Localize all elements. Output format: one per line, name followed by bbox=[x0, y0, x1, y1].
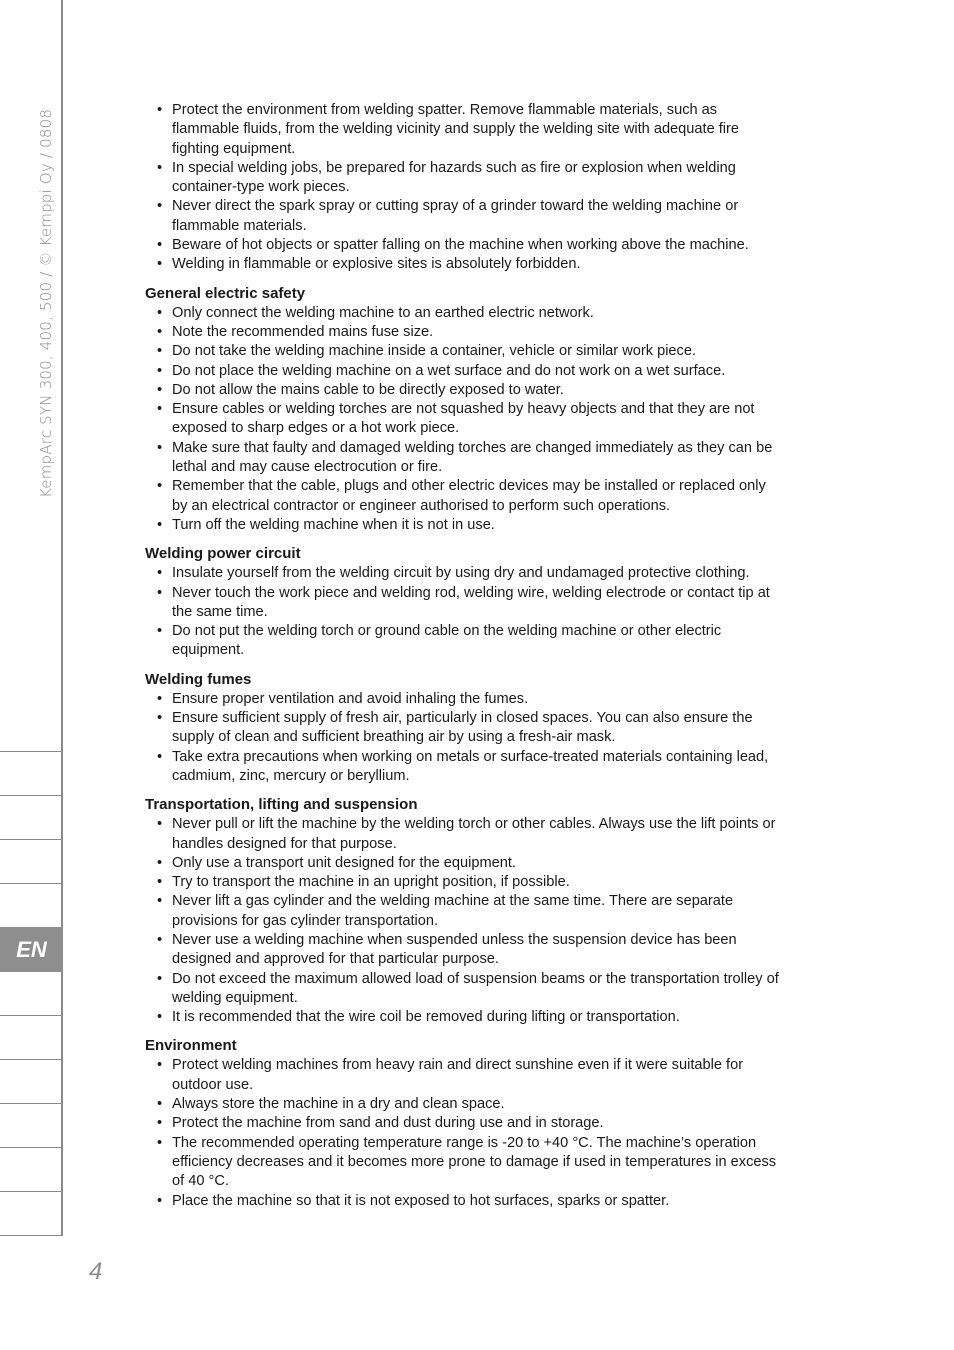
list-item: • Insulate yourself from the welding circuit by using dry and undamaged protective clothing. bbox=[145, 564, 785, 583]
bullet-list bbox=[145, 564, 785, 660]
section-heading: Welding fumes bbox=[145, 670, 252, 688]
language-tab-separator bbox=[0, 839, 63, 840]
list-item: • Always store the machine in a dry and clean space. bbox=[145, 1095, 785, 1114]
list-item: • Never lift a gas cylinder and the welding machine at the same time. There are separate provisions for gas cylinder transportation. bbox=[145, 892, 785, 931]
section-heading: Transportation, lifting and suspension bbox=[145, 796, 418, 814]
section-heading: Welding power circuit bbox=[145, 545, 301, 563]
list-item: • In special welding jobs, be prepared for hazards such as fire or explosion when welding container-type work pieces. bbox=[145, 159, 785, 198]
language-tab-separator bbox=[0, 1059, 63, 1060]
language-tab-separator bbox=[0, 751, 63, 752]
language-tab-en[interactable]: EN bbox=[0, 927, 63, 972]
list-item: • Try to transport the machine in an upright position, if possible. bbox=[145, 873, 785, 892]
language-tab-separator bbox=[0, 795, 63, 796]
language-tab-separator bbox=[0, 1191, 63, 1192]
bullet-list bbox=[145, 690, 785, 786]
list-item: • The recommended operating temperature range is -20 to +40 °C. The machine’s operation efficiency decreases and it becomes more prone to damage if used in temperatures in excess of 40 °C. bbox=[145, 1134, 785, 1192]
list-item: • Make sure that faulty and damaged welding torches are changed immediately as they can be lethal and may cause electrocution or fire. bbox=[145, 439, 785, 478]
list-item: • Do not exceed the maximum allowed load of suspension beams or the transportation trolley of welding equipment. bbox=[145, 970, 785, 1009]
list-item: • Note the recommended mains fuse size. bbox=[145, 323, 785, 342]
list-item: • Only connect the welding machine to an earthed electric network. bbox=[145, 304, 785, 323]
section-heading: General electric safety bbox=[145, 284, 306, 302]
section bbox=[145, 544, 785, 660]
list-item: • Never touch the work piece and welding rod, welding wire, welding electrode or contact tip at the same time. bbox=[145, 584, 785, 623]
list-item: • Ensure proper ventilation and avoid inhaling the fumes. bbox=[145, 690, 785, 709]
bullet-list bbox=[145, 1056, 785, 1210]
list-item: • Do not allow the mains cable to be directly exposed to water. bbox=[145, 381, 785, 400]
language-tab-separator bbox=[0, 1235, 63, 1236]
list-item: • Never use a welding machine when suspended unless the suspension device has been designed and approved for that particular purpose. bbox=[145, 931, 785, 970]
section-heading: Environment bbox=[145, 1037, 237, 1055]
list-item: • Protect the machine from sand and dust during use and in storage. bbox=[145, 1114, 785, 1133]
list-item: • Ensure cables or welding torches are not squashed by heavy objects and that they are not exposed to sharp edges or a hot work piece. bbox=[145, 400, 785, 439]
bullet-list bbox=[145, 304, 785, 536]
section bbox=[145, 670, 785, 786]
list-item: • Ensure sufficient supply of fresh air, particularly in closed spaces. You can also ensure the supply of clean and sufficient breathing air by using a fresh-air mask. bbox=[145, 709, 785, 748]
language-tab-separator bbox=[0, 1015, 63, 1016]
sidebar-document-id: KempArc SYN 300, 400, 500 / © Kemppi Oy / 0808 bbox=[37, 108, 55, 498]
list-item: • Turn off the welding machine when it is not in use. bbox=[145, 516, 785, 535]
bullet-list bbox=[145, 815, 785, 1027]
list-item: • Place the machine so that it is not exposed to hot surfaces, sparks or spatter. bbox=[145, 1192, 785, 1211]
sidebar-divider-line bbox=[61, 0, 63, 1236]
list-item: • Never direct the spark spray or cutting spray of a grinder toward the welding machine or flammable materials. bbox=[145, 197, 785, 236]
list-item: • Protect welding machines from heavy rain and direct sunshine even if it were suitable for outdoor use. bbox=[145, 1056, 785, 1095]
language-tab-separator bbox=[0, 883, 63, 884]
list-item: • Beware of hot objects or spatter falling on the machine when working above the machine. bbox=[145, 236, 785, 255]
section bbox=[145, 284, 785, 536]
list-item: • Take extra precautions when working on metals or surface-treated materials containing lead, cadmium, zinc, mercury or beryllium. bbox=[145, 748, 785, 787]
page-number: 4 bbox=[89, 1258, 103, 1285]
section bbox=[145, 1036, 785, 1210]
list-item: • Protect the environment from welding spatter. Remove flammable materials, such as flammable fluids, from the welding vicinity and supply the welding site with adequate fire fighting equipment. bbox=[145, 101, 785, 159]
section bbox=[145, 101, 785, 275]
language-tab-separator bbox=[0, 1147, 63, 1148]
list-item: • Never pull or lift the machine by the welding torch or other cables. Always use the lift points or handles designed for that purpose. bbox=[145, 815, 785, 854]
list-item: • It is recommended that the wire coil be removed during lifting or transportation. bbox=[145, 1008, 785, 1027]
list-item: • Do not place the welding machine on a wet surface and do not work on a wet surface. bbox=[145, 362, 785, 381]
language-tab-separator bbox=[0, 1103, 63, 1104]
bullet-list bbox=[145, 101, 785, 275]
section bbox=[145, 795, 785, 1027]
safety-instructions-content bbox=[145, 101, 785, 1220]
list-item: • Welding in flammable or explosive sites is absolutely forbidden. bbox=[145, 255, 785, 274]
list-item: • Do not take the welding machine inside a container, vehicle or similar work piece. bbox=[145, 342, 785, 361]
list-item: • Only use a transport unit designed for the equipment. bbox=[145, 854, 785, 873]
list-item: • Remember that the cable, plugs and other electric devices may be installed or replaced only by an electrical contractor or engineer authorised to perform such operations. bbox=[145, 477, 785, 516]
list-item: • Do not put the welding torch or ground cable on the welding machine or other electric equipment. bbox=[145, 622, 785, 661]
